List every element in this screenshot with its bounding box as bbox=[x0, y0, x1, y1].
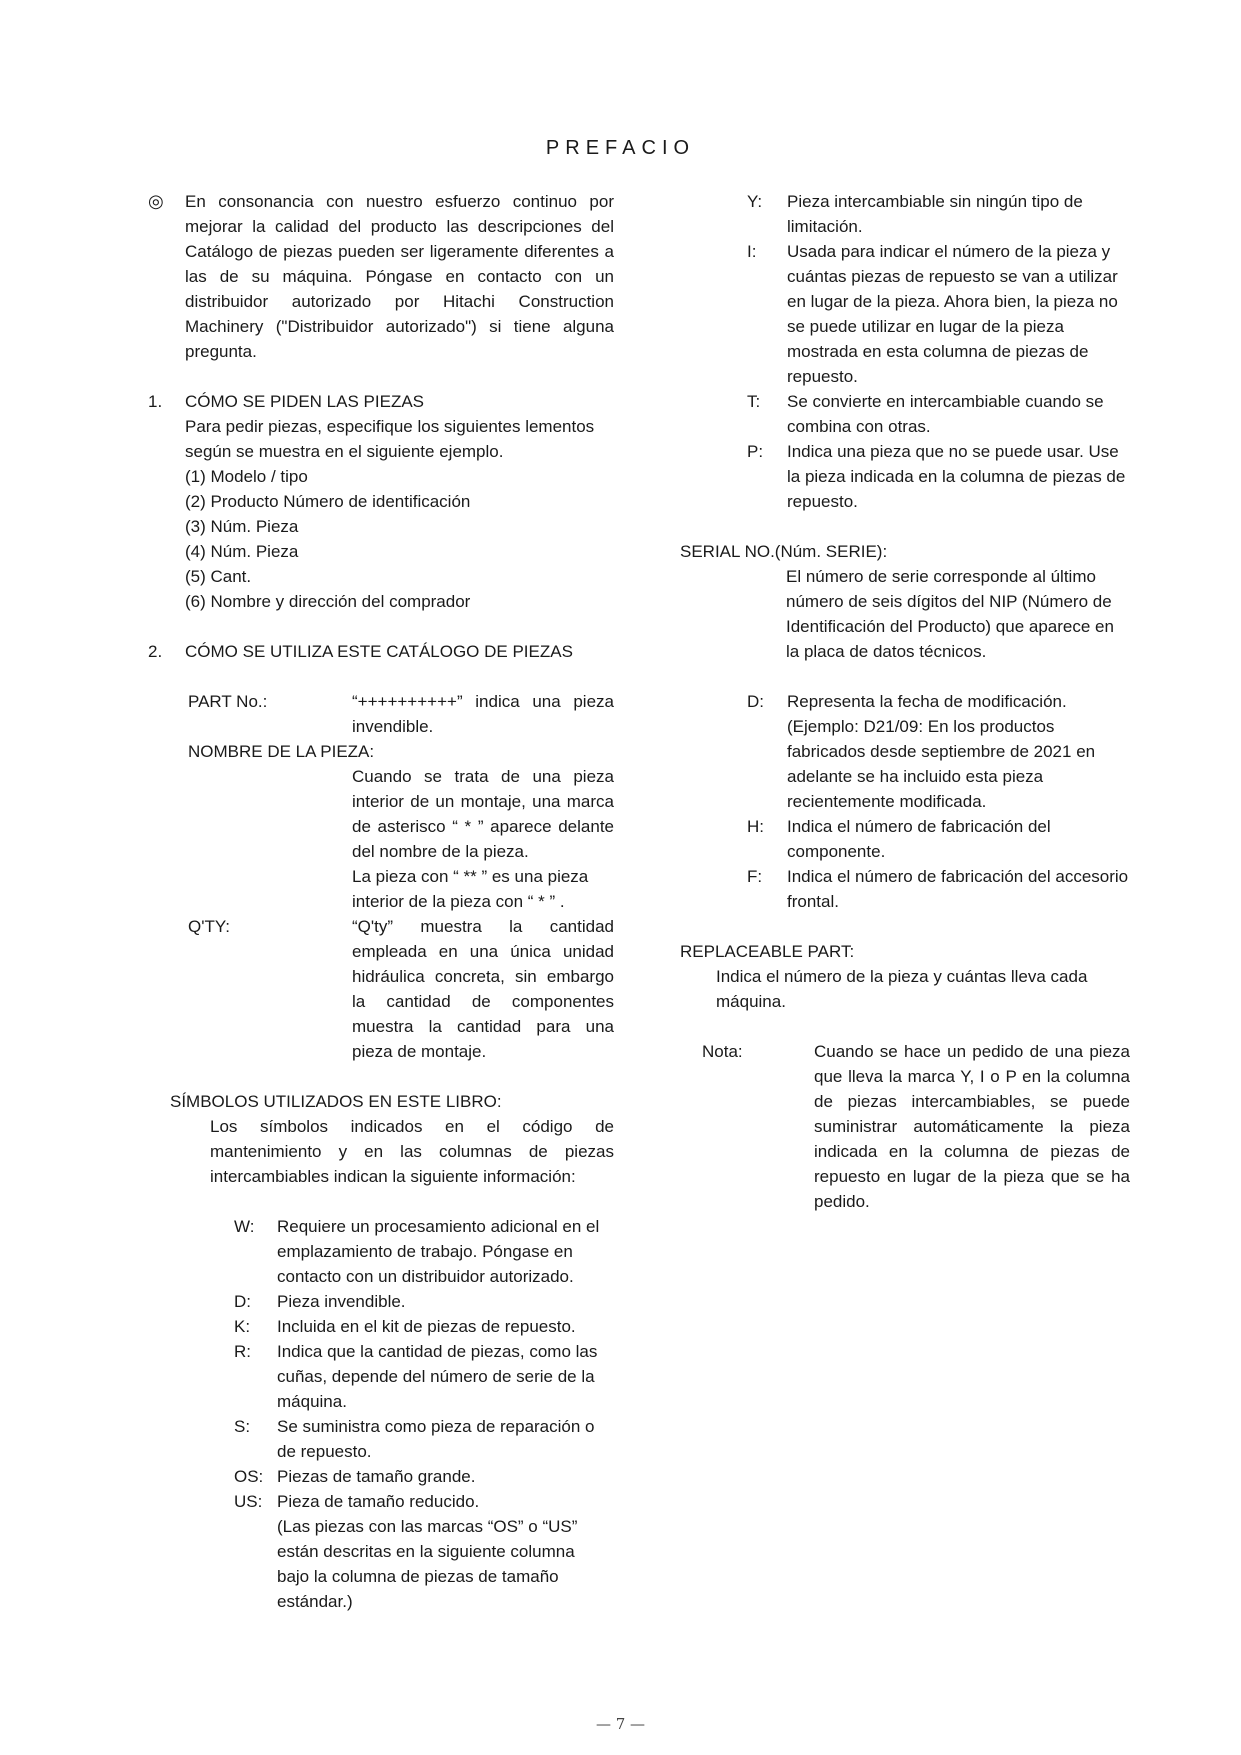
qty-field bbox=[188, 914, 614, 1064]
order-item: (3) Núm. Pieza bbox=[185, 517, 299, 536]
list-item bbox=[680, 239, 1130, 389]
list-item bbox=[234, 1489, 614, 1514]
field-text: La pieza con “ ** ” es una pieza interior de la pieza con “ * ” . bbox=[352, 867, 589, 911]
order-item: (4) Núm. Pieza bbox=[185, 542, 299, 561]
field-label: Q'TY: bbox=[188, 917, 230, 936]
section-1 bbox=[148, 389, 614, 614]
symbol-text: Indica el número de fabricación del componente. bbox=[787, 817, 1051, 861]
symbol-key: S: bbox=[234, 1417, 251, 1436]
symbols-list bbox=[234, 1214, 614, 1614]
field-text: Cuando se trata de una pieza interior de un montaje, una marca de asterisco “ * ” aparece delante del nombre de la pieza. bbox=[352, 767, 614, 861]
section-2 bbox=[148, 639, 614, 664]
list-item bbox=[680, 389, 1130, 439]
list-item bbox=[680, 814, 1130, 864]
symbols-note bbox=[234, 1514, 614, 1614]
section-heading: CÓMO SE PIDEN LAS PIEZAS bbox=[185, 392, 425, 411]
symbol-text: Piezas de tamaño grande. bbox=[277, 1467, 476, 1486]
list-item bbox=[680, 439, 1130, 514]
section-text: según se muestra en el siguiente ejemplo. bbox=[185, 442, 504, 461]
symbol-text: Pieza de tamaño reducido. bbox=[277, 1492, 480, 1511]
nota-label: Nota: bbox=[702, 1042, 743, 1061]
page-title: PREFACIO bbox=[545, 137, 696, 159]
nota-text: Cuando se hace un pedido de una pieza que lleva la marca Y, I o P en la columna de piezas intercambiables, se puede suministrar automáticamente la pieza indicada en la columna de piezas de repuesto en lugar de la pieza que se ha pedido. bbox=[814, 1042, 1130, 1211]
part-no-field bbox=[188, 689, 614, 739]
symbol-text: Indica que la cantidad de piezas, como las cuñas, depende del número de serie de la máquina. bbox=[277, 1342, 598, 1411]
field-label: PART No.: bbox=[188, 692, 268, 711]
symbol-text: Se suministra como pieza de reparación o de repuesto. bbox=[277, 1417, 595, 1461]
symbol-text: Pieza intercambiable sin ningún tipo de limitación. bbox=[787, 192, 1083, 236]
list-item bbox=[234, 1314, 614, 1339]
serial-label: SERIAL NO.(Núm. SERIE): bbox=[680, 542, 888, 561]
nota-block bbox=[702, 1039, 1130, 1214]
symbols-intro: Los símbolos indicados en el código de mantenimiento y en las columnas de piezas intercambiables indican la siguiente información: bbox=[210, 1117, 614, 1186]
symbol-key: H: bbox=[747, 817, 764, 836]
list-item bbox=[680, 189, 1130, 239]
symbol-key: OS: bbox=[234, 1467, 264, 1486]
list-item bbox=[680, 864, 1130, 914]
list-item bbox=[680, 689, 1130, 814]
symbol-text: Pieza invendible. bbox=[277, 1292, 406, 1311]
list-item bbox=[234, 1464, 614, 1489]
symbol-key: D: bbox=[747, 692, 764, 711]
order-item: (6) Nombre y dirección del comprador bbox=[185, 592, 471, 611]
symbol-text: Indica una pieza que no se puede usar. Use la pieza indicada en la columna de piezas de repuesto. bbox=[787, 442, 1126, 511]
symbol-key: W: bbox=[234, 1217, 255, 1236]
field-text: “++++++++++” indica una pieza invendible. bbox=[352, 692, 614, 736]
left-column bbox=[148, 189, 614, 1614]
section-heading: CÓMO SE UTILIZA ESTE CATÁLOGO DE PIEZAS bbox=[185, 642, 573, 661]
field-text: “Q'ty” muestra la cantidad empleada en una única unidad hidráulica concreta, sin embargo la cantidad de componentes muestra la cantidad para una pieza de montaje. bbox=[352, 917, 614, 1061]
section-number: 1. bbox=[148, 392, 163, 411]
symbol-key: Y: bbox=[747, 192, 763, 211]
replaceable-label: REPLACEABLE PART: bbox=[680, 942, 855, 961]
order-item: (2) Producto Número de identificación bbox=[185, 492, 471, 511]
order-item: (5) Cant. bbox=[185, 567, 252, 586]
symbol-key: K: bbox=[234, 1317, 251, 1336]
symbol-key: F: bbox=[747, 867, 763, 886]
symbol-key: I: bbox=[747, 242, 757, 261]
section-text: Para pedir piezas, especifique los siguientes lementos bbox=[185, 417, 595, 436]
double-circle-icon: ◎ bbox=[148, 191, 164, 211]
symbol-text: Representa la fecha de modificación. (Ejemplo: D21/09: En los productos fabricados desde septiembre de 2021 en adelante se ha incluido esta pieza recientemente modificada. bbox=[787, 692, 1096, 811]
right-column bbox=[680, 189, 1130, 1214]
symbol-text: Indica el número de fabricación del accesorio frontal. bbox=[787, 867, 1129, 911]
list-item bbox=[234, 1289, 614, 1314]
symbol-text: Incluida en el kit de piezas de repuesto. bbox=[277, 1317, 576, 1336]
field-label: NOMBRE DE LA PIEZA: bbox=[188, 742, 375, 761]
intro-text: En consonancia con nuestro esfuerzo continuo por mejorar la calidad del producto las descripciones del Catálogo de piezas pueden ser ligeramente diferentes a las de su máquina. Póngase en contacto con un distribuidor autorizado por Hitachi Construction Machinery ("Distribuidor autorizado") si tiene alguna pregunta. bbox=[185, 192, 614, 361]
symbol-key: R: bbox=[234, 1342, 251, 1361]
symbol-key: T: bbox=[747, 392, 761, 411]
intro-paragraph bbox=[148, 189, 614, 364]
list-item bbox=[234, 1214, 614, 1289]
section-number: 2. bbox=[148, 642, 163, 661]
list-item bbox=[234, 1414, 614, 1464]
symbol-key: D: bbox=[234, 1292, 251, 1311]
part-name-field bbox=[188, 764, 614, 914]
symbol-text: Requiere un procesamiento adicional en el emplazamiento de trabajo. Póngase en contacto con un distribuidor autorizado. bbox=[277, 1217, 600, 1286]
symbol-key: P: bbox=[747, 442, 764, 461]
replaceable-text: Indica el número de la pieza y cuántas lleva cada máquina. bbox=[716, 967, 1088, 1011]
symbols-heading: SÍMBOLOS UTILIZADOS EN ESTE LIBRO: bbox=[170, 1092, 502, 1111]
page-number: — 7 — bbox=[595, 1715, 646, 1733]
order-item: (1) Modelo / tipo bbox=[185, 467, 308, 486]
symbol-key: US: bbox=[234, 1492, 263, 1511]
symbol-text: Se convierte en intercambiable cuando se combina con otras. bbox=[787, 392, 1104, 436]
symbol-text: Usada para indicar el número de la pieza y cuántas piezas de repuesto se van a utilizar en lugar de la pieza. Ahora bien, la pieza no se puede utilizar en lugar de la pieza mostrada en esta columna de piezas de repuesto. bbox=[787, 242, 1118, 386]
serial-text: El número de serie corresponde al último número de seis dígitos del NIP (Número de Identificación del Producto) que aparece en la placa de datos técnicos. bbox=[786, 567, 1114, 661]
note-text: (Las piezas con las marcas “OS” o “US” están descritas en la siguiente columna bajo la columna de piezas de tamaño estándar.) bbox=[277, 1517, 578, 1611]
list-item bbox=[234, 1339, 614, 1414]
